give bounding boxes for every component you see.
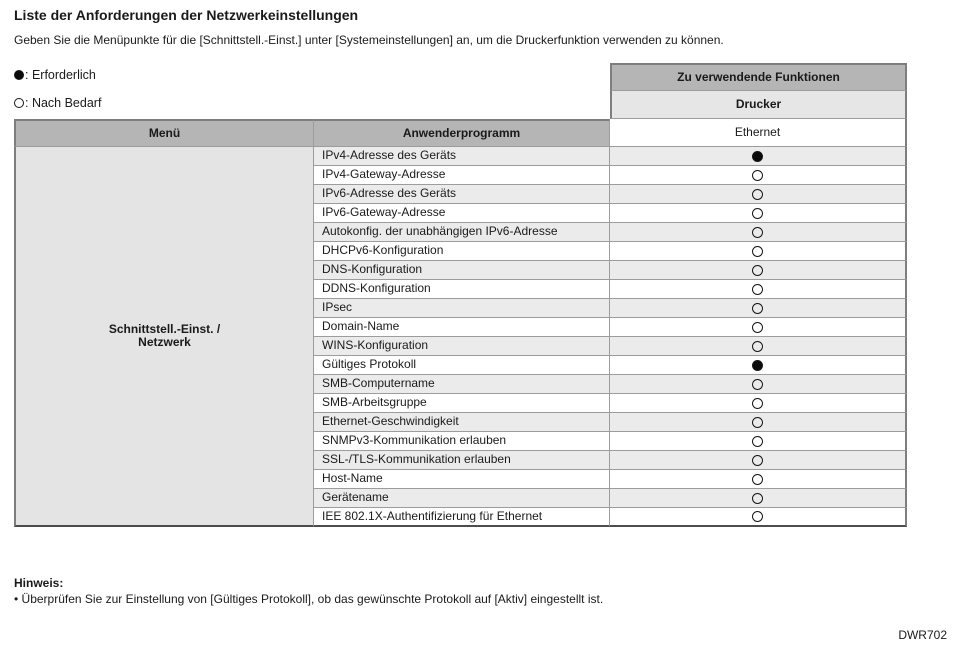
status-cell <box>610 451 907 470</box>
status-dot-icon <box>752 436 763 447</box>
status-cell <box>610 280 907 299</box>
program-cell: IPv6-Adresse des Geräts <box>314 185 610 204</box>
program-cell: DHCPv6-Konfiguration <box>314 242 610 261</box>
program-cell: IPsec <box>314 299 610 318</box>
program-cell: SSL-/TLS-Kommunikation erlauben <box>314 451 610 470</box>
status-dot-icon <box>752 284 763 295</box>
figure-code: DWR702 <box>898 628 947 642</box>
printer-header-cell: Drucker <box>610 91 907 119</box>
intro-text: Geben Sie die Menüpunkte für die [Schnittstell.-Einst.] unter [Systemeinstellungen] an, um die Druckerfunktion verwenden zu können. <box>14 33 724 47</box>
status-dot-icon <box>752 227 763 238</box>
status-cell <box>610 242 907 261</box>
status-dot-icon <box>752 360 763 371</box>
program-cell: DDNS-Konfiguration <box>314 280 610 299</box>
status-dot-icon <box>752 398 763 409</box>
status-dot-icon <box>752 455 763 466</box>
program-cell: DNS-Konfiguration <box>314 261 610 280</box>
ethernet-column-header: Ethernet <box>610 119 907 147</box>
program-cell: IEE 802.1X-Authentifizierung für Ethernet <box>314 508 610 527</box>
status-cell <box>610 185 907 204</box>
status-dot-icon <box>752 379 763 390</box>
requirements-table <box>14 63 907 527</box>
program-cell: IPv4-Gateway-Adresse <box>314 166 610 185</box>
status-cell <box>610 299 907 318</box>
note-heading: Hinweis: <box>14 576 64 590</box>
legend-optional-label: : Nach Bedarf <box>25 96 102 110</box>
menu-column-header: Menü <box>14 119 314 147</box>
status-cell <box>610 489 907 508</box>
status-dot-icon <box>752 151 763 162</box>
status-cell <box>610 318 907 337</box>
status-dot-icon <box>752 474 763 485</box>
status-dot-icon <box>752 341 763 352</box>
program-cell: Host-Name <box>314 470 610 489</box>
status-dot-icon <box>752 246 763 257</box>
status-dot-icon <box>752 322 763 333</box>
status-dot-icon <box>752 303 763 314</box>
status-cell <box>610 394 907 413</box>
status-cell <box>610 204 907 223</box>
program-cell: IPv6-Gateway-Adresse <box>314 204 610 223</box>
status-dot-icon <box>752 265 763 276</box>
status-dot-icon <box>752 170 763 181</box>
status-cell <box>610 432 907 451</box>
menu-group-line1: Schnittstell.-Einst. / <box>108 321 221 336</box>
program-cell: WINS-Konfiguration <box>314 337 610 356</box>
menu-group-cell <box>14 147 314 527</box>
status-cell <box>610 261 907 280</box>
program-cell: SNMPv3-Kommunikation erlauben <box>314 432 610 451</box>
status-cell <box>610 223 907 242</box>
functions-header-cell: Zu verwendende Funktionen <box>610 63 907 91</box>
program-cell: Autokonfig. der unabhängigen IPv6-Adresse <box>314 223 610 242</box>
program-cell: SMB-Arbeitsgruppe <box>314 394 610 413</box>
program-column-header: Anwenderprogramm <box>314 119 610 147</box>
status-cell <box>610 413 907 432</box>
status-cell <box>610 356 907 375</box>
program-cell: Ethernet-Geschwindigkeit <box>314 413 610 432</box>
program-cell: Gerätename <box>314 489 610 508</box>
program-cell: IPv4-Adresse des Geräts <box>314 147 610 166</box>
note-item: • Überprüfen Sie zur Einstellung von [Gültiges Protokoll], ob das gewünschte Protokoll auf [Aktiv] eingestellt ist. <box>14 592 604 606</box>
status-dot-icon <box>752 417 763 428</box>
page-title: Liste der Anforderungen der Netzwerkeinstellungen <box>14 7 359 23</box>
status-cell <box>610 508 907 527</box>
legend-required-label: : Erforderlich <box>25 68 96 82</box>
menu-group-line2: Netzwerk <box>138 335 191 349</box>
status-cell <box>610 147 907 166</box>
status-dot-icon <box>752 511 763 522</box>
status-dot-icon <box>752 189 763 200</box>
status-cell <box>610 166 907 185</box>
status-dot-icon <box>752 208 763 219</box>
program-cell: Gültiges Protokoll <box>314 356 610 375</box>
status-dot-icon <box>752 493 763 504</box>
status-cell <box>610 470 907 489</box>
status-cell <box>610 337 907 356</box>
program-cell: Domain-Name <box>314 318 610 337</box>
program-cell: SMB-Computername <box>314 375 610 394</box>
status-cell <box>610 375 907 394</box>
